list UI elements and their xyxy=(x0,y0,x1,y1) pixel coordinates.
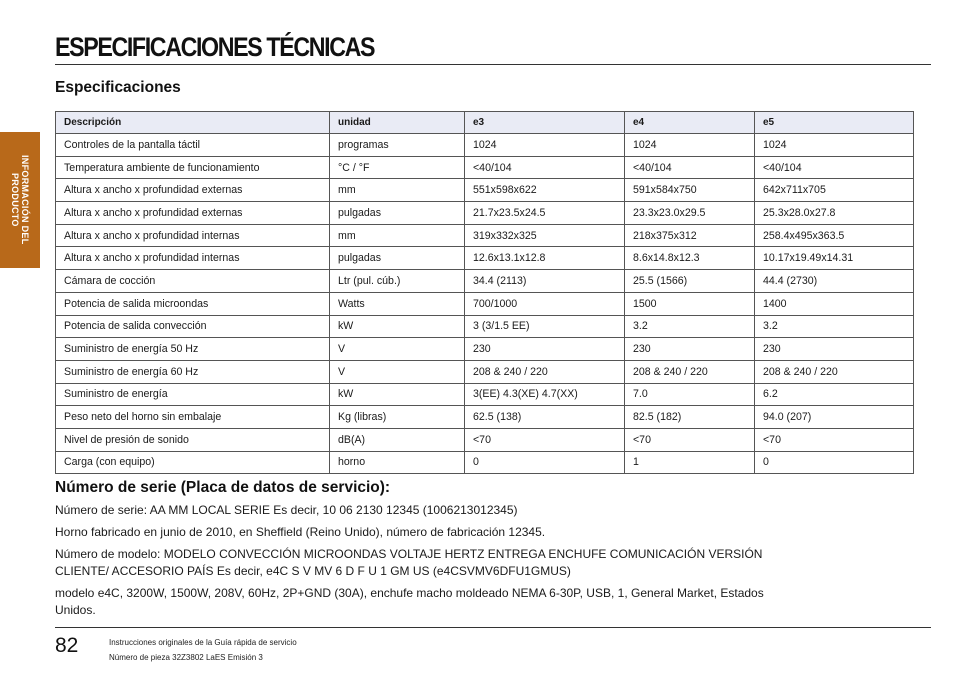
table-cell: <40/104 xyxy=(465,156,625,179)
footer-line-1: Instrucciones originales de la Guía rápida de servicio xyxy=(109,638,297,647)
table-cell: <70 xyxy=(625,428,755,451)
table-row xyxy=(56,428,914,451)
table-cell: 1024 xyxy=(465,134,625,157)
table-cell: 25.3x28.0x27.8 xyxy=(755,202,914,225)
table-cell: Altura x ancho x profundidad internas xyxy=(56,247,330,270)
manufacture-paragraph xyxy=(55,524,785,541)
table-cell: 551x598x622 xyxy=(465,179,625,202)
table-row xyxy=(56,247,914,270)
table-cell: 230 xyxy=(755,338,914,361)
table-row xyxy=(56,134,914,157)
table-cell: 21.7x23.5x24.5 xyxy=(465,202,625,225)
table-cell: 230 xyxy=(625,338,755,361)
table-cell: Altura x ancho x profundidad internas xyxy=(56,224,330,247)
table-cell: 62.5 (138) xyxy=(465,406,625,429)
page-number: 82 xyxy=(55,634,79,657)
side-section-tab-label: INFORMACIÓN DEL PRODUCTO xyxy=(10,155,30,245)
table-cell: Altura x ancho x profundidad externas xyxy=(56,179,330,202)
table-cell: 44.4 (2730) xyxy=(755,270,914,293)
table-cell: 1 xyxy=(625,451,755,474)
table-cell: <70 xyxy=(465,428,625,451)
column-header-e5: e5 xyxy=(755,112,914,134)
table-cell: Potencia de salida microondas xyxy=(56,292,330,315)
table-cell: 94.0 (207) xyxy=(755,406,914,429)
table-cell: <40/104 xyxy=(625,156,755,179)
table-cell: pulgadas xyxy=(330,202,465,225)
table-cell: Ltr (pul. cúb.) xyxy=(330,270,465,293)
table-cell: Altura x ancho x profundidad externas xyxy=(56,202,330,225)
table-cell: kW xyxy=(330,315,465,338)
table-row xyxy=(56,292,914,315)
table-cell: 82.5 (182) xyxy=(625,406,755,429)
table-row xyxy=(56,360,914,383)
table-cell: 1500 xyxy=(625,292,755,315)
table-cell: mm xyxy=(330,179,465,202)
table-row xyxy=(56,270,914,293)
table-cell: Suministro de energía xyxy=(56,383,330,406)
footer-divider xyxy=(55,627,931,628)
table-cell: Controles de la pantalla táctil xyxy=(56,134,330,157)
table-cell: <40/104 xyxy=(755,156,914,179)
table-cell: V xyxy=(330,338,465,361)
column-header-unidad: unidad xyxy=(330,112,465,134)
table-row xyxy=(56,179,914,202)
table-row xyxy=(56,224,914,247)
table-cell: dB(A) xyxy=(330,428,465,451)
model-example-paragraph-text: modelo e4C, 3200W, 1500W, 208V, 60Hz, 2P+GND (30A), enchufe macho moldeado NEMA 6-30P, USB, 1, General Market, Estados Unidos. xyxy=(55,586,764,617)
table-cell: Carga (con equipo) xyxy=(56,451,330,474)
table-cell: 218x375x312 xyxy=(625,224,755,247)
serial-paragraph-text: Número de serie: AA MM LOCAL SERIE Es decir, 10 06 2130 12345 (1006213012345) xyxy=(55,503,518,517)
table-cell: 1400 xyxy=(755,292,914,315)
footer-line-2: Número de pieza 32Z3802 LaES Emisión 3 xyxy=(109,653,263,662)
table-cell: <70 xyxy=(755,428,914,451)
table-row xyxy=(56,315,914,338)
table-cell: Suministro de energía 50 Hz xyxy=(56,338,330,361)
model-number-paragraph xyxy=(55,546,785,580)
serial-heading: Número de serie (Placa de datos de servicio): xyxy=(55,479,391,496)
table-cell: 10.17x19.49x14.31 xyxy=(755,247,914,270)
footer xyxy=(109,635,297,665)
table-header-row xyxy=(56,112,914,134)
table-cell: 3 (3/1.5 EE) xyxy=(465,315,625,338)
model-example-paragraph xyxy=(55,585,785,619)
table-cell: 12.6x13.1x12.8 xyxy=(465,247,625,270)
table-cell: 3(EE) 4.3(XE) 4.7(XX) xyxy=(465,383,625,406)
table-cell: 208 & 240 / 220 xyxy=(625,360,755,383)
table-cell: 642x711x705 xyxy=(755,179,914,202)
table-cell: 23.3x23.0x29.5 xyxy=(625,202,755,225)
column-header-e4: e4 xyxy=(625,112,755,134)
table-cell: 258.4x495x363.5 xyxy=(755,224,914,247)
table-row xyxy=(56,156,914,179)
table-cell: 1024 xyxy=(625,134,755,157)
specs-heading: Especificaciones xyxy=(55,79,181,96)
table-cell: Temperatura ambiente de funcionamiento xyxy=(56,156,330,179)
table-cell: 6.2 xyxy=(755,383,914,406)
table-cell: °C / °F xyxy=(330,156,465,179)
table-cell: Peso neto del horno sin embalaje xyxy=(56,406,330,429)
table-cell: 591x584x750 xyxy=(625,179,755,202)
table-cell: pulgadas xyxy=(330,247,465,270)
side-section-tab xyxy=(0,132,40,268)
table-cell: 1024 xyxy=(755,134,914,157)
serial-paragraph xyxy=(55,502,785,519)
table-cell: 700/1000 xyxy=(465,292,625,315)
specs-table xyxy=(55,111,914,474)
table-cell: Suministro de energía 60 Hz xyxy=(56,360,330,383)
table-cell: kW xyxy=(330,383,465,406)
table-cell: 0 xyxy=(465,451,625,474)
table-cell: 319x332x325 xyxy=(465,224,625,247)
table-cell: V xyxy=(330,360,465,383)
table-row xyxy=(56,406,914,429)
table-cell: 3.2 xyxy=(755,315,914,338)
table-row xyxy=(56,383,914,406)
table-cell: 7.0 xyxy=(625,383,755,406)
table-cell: 34.4 (2113) xyxy=(465,270,625,293)
table-cell: Cámara de cocción xyxy=(56,270,330,293)
table-cell: mm xyxy=(330,224,465,247)
table-cell: 3.2 xyxy=(625,315,755,338)
table-cell: horno xyxy=(330,451,465,474)
table-cell: Nivel de presión de sonido xyxy=(56,428,330,451)
model-number-paragraph-text: Número de modelo: MODELO CONVECCIÓN MICROONDAS VOLTAJE HERTZ ENTREGA ENCHUFE COMUNICACIÓN VERSIÓN CLIENTE/ ACCESORIO PAÍS Es decir, e4C S V MV 6 D F U 1 GM US (e4CSVMV6DFU1GMUS) xyxy=(55,547,763,578)
table-cell: 8.6x14.8x12.3 xyxy=(625,247,755,270)
table-cell: programas xyxy=(330,134,465,157)
manufacture-paragraph-text: Horno fabricado en junio de 2010, en Sheffield (Reino Unido), número de fabricación 12345. xyxy=(55,525,546,539)
table-row xyxy=(56,338,914,361)
table-cell: Potencia de salida convección xyxy=(56,315,330,338)
table-cell: 0 xyxy=(755,451,914,474)
table-cell: 25.5 (1566) xyxy=(625,270,755,293)
page-title: ESPECIFICACIONES TÉCNICAS xyxy=(55,32,375,62)
table-cell: 230 xyxy=(465,338,625,361)
table-cell: 208 & 240 / 220 xyxy=(755,360,914,383)
header-divider xyxy=(55,64,931,65)
table-cell: Kg (libras) xyxy=(330,406,465,429)
table-cell: Watts xyxy=(330,292,465,315)
table-row xyxy=(56,451,914,474)
table-cell: 208 & 240 / 220 xyxy=(465,360,625,383)
table-row xyxy=(56,202,914,225)
column-header-descripcion: Descripción xyxy=(56,112,330,134)
column-header-e3: e3 xyxy=(465,112,625,134)
